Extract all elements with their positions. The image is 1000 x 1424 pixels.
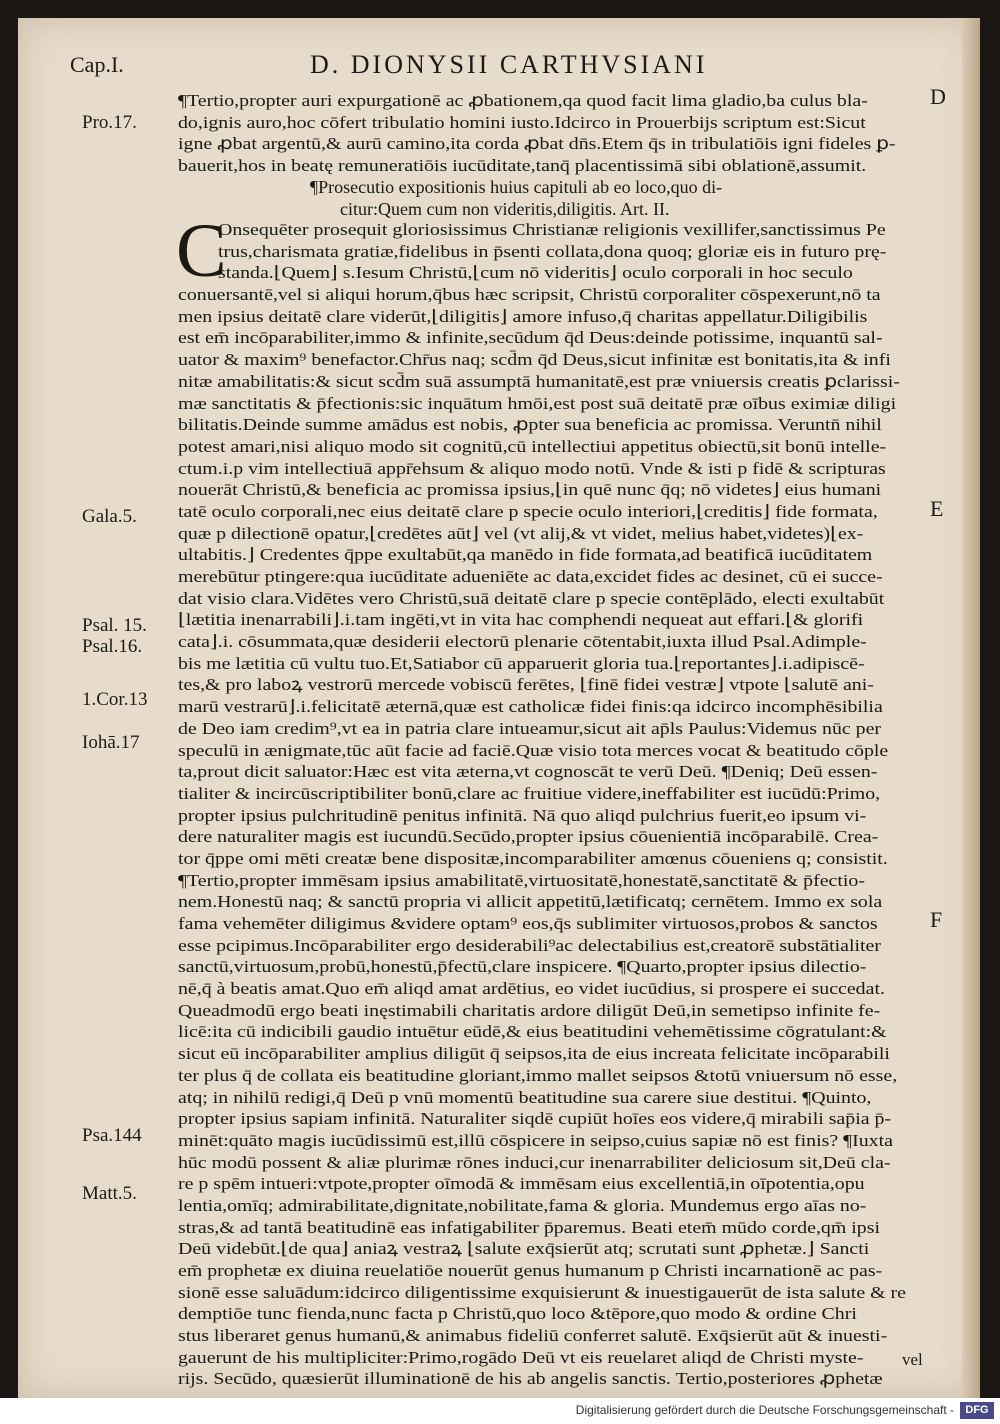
running-title: D. DIONYSII CARTHVSIANI <box>310 50 708 79</box>
text-line: mæ sanctitatis & p̄fectionis:sic inquātum hmōi,est post suā deitatē præ oībus eximiæ diligi <box>178 393 897 413</box>
text-line: hūc modū possent & aliæ plurimæ rōnes induci,cur inenarrabiliter deliciosum sit,Deū cla- <box>178 1152 891 1172</box>
text-line: ter plus q̄ de collata eis beatitudine gloriant,immo mallet seipsos &totū vniuersum nō esse, <box>178 1065 898 1085</box>
margin-ref-matt5: Matt.5. <box>82 1183 137 1204</box>
text-line: lentia,omīq; admirabilitate,dignitate,nobilitate,fama & gloria. Mundemus ergo aīas no- <box>178 1195 867 1215</box>
chapter-label: Cap.I. <box>70 52 124 77</box>
text-line: Onsequēter prosequit gloriosissimus Christianæ religionis vexillifer,sanctissimus Pe <box>218 220 886 239</box>
dfg-logo: DFG <box>960 1402 994 1419</box>
text-line: dere naturaliter magis est iucundū.Secūdo,propter ipsius cōuenientiā incōparabilē. Crea- <box>178 827 879 847</box>
text-line: stras,& ad tantā beatitudinē eas infatigabiliter p̄paremus. Beati etem̄ mūdo corde,qm̄ ipsi <box>178 1217 880 1237</box>
text-line: nē,q̄ à beatis amat.Quo em̄ aliqd amat ardētius, eo videt iucūdius, si prospere ei succedat. <box>178 979 885 999</box>
text-line: merebūtur ptingere:qua iucūditate adueniēte ac data,excidet fides ac desinet, cū ei succe- <box>178 567 883 586</box>
text-line: ta,prout dicit saluator:Hæc est vita æterna,vt cognoscāt te verū Deū. ¶Deniq; Deū essen- <box>178 762 878 782</box>
text-line: gauerunt de his multipliciter:Primo,rogādo Deū vt eis reuelaret aliqd de Christi myste- <box>178 1347 864 1367</box>
text-line: propter ipsius sapiam infinitā. Naturaliter siqdē cupiūt hoīes eos videre,q̄ mirabili sap̄ia p̄- <box>178 1109 892 1129</box>
text-line: nem.Honestū naq; & sanctū propria vi allicit appetitū,lætificatq; cernētem. Immo ex sola <box>178 892 883 912</box>
text-line: fama vehemēter diligimus &videre optam⁹ eos,q̄s sublimiter virtuosos,probos & sanctos <box>178 914 878 933</box>
heading-line: ¶Prosecutio expositionis huius capituli ab eo loco,quo di- <box>310 177 723 197</box>
text-line: standa.⌊Quem⌋ s.Iesum Christū,⌊cum nō videritis⌋ oculo corporali in hoc seculo <box>218 263 853 283</box>
text-line: quæ p dilectionē opatur,⌊credētes aūt⌋ vel (vt alij,& vt videt, melius habet,videtes)⌊ex- <box>178 523 864 543</box>
text-line: licē:ita cū indicibili gaudio intuētur eūdē,& eius beatitudini vehemētissime cōgratulant:& <box>178 1022 887 1042</box>
text-line: tatē oculo corporali,nec eius deitatē clare p specie oculo interiori,⌊creditis⌋ fide formata, <box>178 501 878 521</box>
margin-ref-ioha17: Iohā.17 <box>82 732 140 753</box>
text-line: tialiter & incircūscriptibiliter bonū,clare ac fruitiue videre,ineffabiliter est iucūdū:Primo, <box>178 783 881 803</box>
section-heading <box>310 176 830 220</box>
text-line: cata⌋.i. cōsummata,quæ desiderii electorū plenarie cōtentabit,iuxta illud Psal.Adimple- <box>178 632 867 652</box>
text-line: minēt:quāto magis iucūdissimū est,illū cōspicere in seipso,cuius sapiæ nō est finis? ¶Iuxta <box>178 1130 893 1150</box>
text-line: esse pcipimus.Incōparabiliter ergo desiderabili⁹ac delectabilius est,creatorē substātialiter <box>178 935 881 955</box>
text-line: tes,& pro laboꝝ vestrorū mercede vobiscū ferētes, ⌊finē fidei vestræ⌋ vtpote ⌊salutē ani- <box>178 675 874 695</box>
text-line: nouerāt Christū,& beneficia ac promissa ipsius,⌊in quē nunc q̄q; nō videtes⌋ eius humani <box>178 480 882 500</box>
text-line: ¶Tertio,propter immēsam ipsius amabilitatē,virtuositatē,honestatē,sanctitatē & p̄fectio- <box>178 870 865 890</box>
text-line: tor q̄ppe omi mēti creatæ bene dispositæ,incomparabiliter amœnus cōueniens q; consistit. <box>178 848 888 868</box>
margin-ref-gala5: Gala.5. <box>82 506 137 527</box>
text-line: conuersantē,vel si aliqui horum,q̄bus hæc scripsit, Christū corporaliter cōspexerunt,nō ta <box>178 285 881 305</box>
text-line: rijs. Secūdo, quæsierūt illuminationē de his ab angelis sanctis. Tertio,posteriores ꝓphetæ <box>178 1369 883 1389</box>
text-line: propter ipsius pulchritudinē penitus infinitā. Nā quo aliqd pulchrius fuerit,eo ipsum vi- <box>178 805 867 825</box>
margin-ref-psal16: Psal.16. <box>82 636 143 657</box>
text-line: sicut eū incōparabiliter amplius diligūt q̄ seipsos,ita de eius increata felicitate incōparabili <box>178 1044 890 1064</box>
text-line: marū vestrarū⌋.i.felicitatē æternā,quæ est catholicæ fidei finis:qa idcirco incomphēsibilia <box>178 697 883 717</box>
page-header <box>70 52 930 86</box>
text-line: em̄ prophetæ ex diuina reuelatiōe nouerūt genus humanum p Christi incarnationē ac pas- <box>178 1261 883 1280</box>
text-line: atq; in nihilū redigi,q̄ Deū p vnū momentū beatitudine sua carere siue destitui. ¶Quinto, <box>178 1087 872 1107</box>
text-line: Queadmodū ergo beati inęstimabili charitatis ardore diligūt Deū,in semetipso infinite fe- <box>178 1000 881 1020</box>
text-line: Deū videbūt.⌊de qua⌋ aniaꝝ vestraꝝ ⌊salute exq̄sierūt atq; scrutati sunt ꝓphetæ.⌋ Sancti <box>178 1239 870 1259</box>
margin-ref-psa144: Psa.144 <box>82 1125 142 1146</box>
text-line: est em̄ incōparabiliter,immo & infinite,secūdum q̄d Deus:deinde potissime, inquantū sal- <box>178 328 883 348</box>
text-line: men ipsius deitatē clare viderūt,⌊diligitis⌋ amore infuso,q̄ charitas appellatur.Diligibilis <box>178 306 868 326</box>
text-line: sanctū,virtuosum,probū,honestū,p̄fectū,clare inspicere. ¶Quarto,propter ipsius dilectio- <box>178 957 867 977</box>
page-edge <box>962 18 980 1398</box>
text-line: ultabitis.⌋ Credentes q̄ppe exultabūt,qa manēdo in fide formata,ad beatificā iucūditatem <box>178 545 873 565</box>
drop-cap: C <box>176 209 227 293</box>
text-line: nitæ amabilitatis:& sicut scd̄m suā assumptā humanitatē,est præ vniuersis creatis ꝑclarissi- <box>178 371 900 391</box>
text-line: re p spēm intueri:vtpote,propter oīmodā & immēsam eius excellentiā,in oīpotentia,opu <box>178 1174 865 1194</box>
margin-ref-psal15: Psal. 15. <box>82 615 147 636</box>
top-paragraph <box>178 90 928 177</box>
text-line: igne ꝓbat argentū,& aurū camino,ita corda ꝓbat dn̄s.Etem q̄s in tribulatiōis igni fideles ꝑ- <box>178 134 896 154</box>
text-line: demptiōe tunc fienda,nunc facta p Christū,quo loco &tēpore,quo modo & ordine Chri <box>178 1304 857 1324</box>
text-line: speculū in ænigmate,tūc aūt facie ad faciē.Quæ visio tota merces vocat & beatitudo cōple <box>178 740 889 760</box>
margin-ref-pro17: Pro.17. <box>82 112 137 133</box>
text-line: bauerit,hos in beatę remuneratiōis iucūditate,tanq̄ placentissimā sibi oblationē,assumit. <box>178 156 867 176</box>
text-line: ⌊lætitia inenarrabili⌋.i.tam ingēti,vt in vita hac comphendi nequeat aut effari.⌊& glorifi <box>178 610 864 630</box>
main-text <box>178 219 928 1390</box>
text-line: stus liberaret genus humanū,& animabus fideliū conferret salutē. Exq̄sierūt aūt & inuesti- <box>178 1326 888 1346</box>
text-line: bis me lætitia cū vultu tuo.Et,Satiabor cū apparuerit gloria tua.⌊reportantes⌋.i.adipiscē- <box>178 653 865 673</box>
text-line: ctum.i.p vim intellectiuā appr̄ehsum & aliquo modo notū. Vnde & isti p fidē & scripturas <box>178 458 886 478</box>
catchword: vel <box>902 1350 923 1369</box>
text-line: ¶Tertio,propter auri expurgationē ac ꝓbationem,qa quod facit lima gladio,ba culus bla- <box>178 91 868 110</box>
text-line: trus,charismata gratiæ,fidelibus in p̄senti collata,dona quoq; gloriæ eis in futuro prę- <box>218 241 887 261</box>
footer-credit: Digitalisierung gefördert durch die Deutsche Forschungsgemeinschaft - <box>575 1403 954 1417</box>
text-line: uator & maxim⁹ benefactor.Chr̄us naq; scd̄m q̄d Deus,sicut infinitæ est bonitatis,ita & infi <box>178 350 891 370</box>
text-line: do,ignis auro,hoc cōfert tribulatio homini iusto.Idcirco in Prouerbijs scriptum est:Sicut <box>178 112 866 132</box>
margin-ref-cor13: 1.Cor.13 <box>82 689 148 710</box>
text-line: bilitatis.Deinde summe amādus est nobis, ꝓpter sua beneficia ac promissa. Veruntn̄ nihil <box>178 415 882 435</box>
footer-bar <box>0 1398 1000 1424</box>
text-line: de Deo iam credim⁹,vt ea in patria clare intueamur,sicut ait ap̄ls Paulus:Videmus nūc per <box>178 718 882 738</box>
text-line: dat visio clara.Vidētes vero Christū,suā deitatē clare p specie contēplādo, electi exultabūt <box>178 588 885 608</box>
margin-letter-e: E <box>930 496 944 521</box>
margin-letter-f: F <box>930 907 943 932</box>
heading-line: citur:Quem cum non videritis,diligitis. Art. II. <box>340 199 670 219</box>
text-line: sionē esse saluādum:idcirco diligentissime exquisierunt & inuestigauerūt de ista salute & re <box>178 1282 906 1302</box>
text-line: potest amari,nisi aliquo modo sit cognitū,cū intellectiui appetitus obiectū,sit bonū intelle- <box>178 436 887 456</box>
margin-letter-d: D <box>930 84 946 109</box>
